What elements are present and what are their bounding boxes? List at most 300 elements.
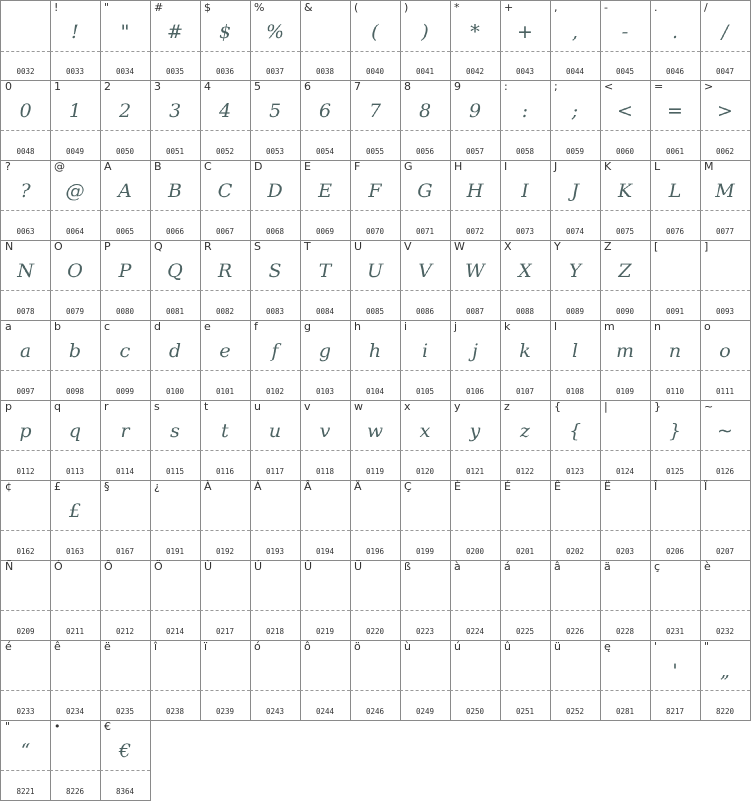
character-code: 0036 [215, 67, 235, 76]
character-code: 0099 [115, 387, 135, 396]
glyph-sample: ' [650, 654, 700, 688]
glyph-sample: J [550, 174, 600, 208]
glyph-sample [300, 15, 350, 49]
character-label: â [554, 560, 561, 573]
glyph-sample: l [550, 334, 600, 368]
glyph-sample: “ [1, 734, 50, 768]
character-code: 0218 [265, 627, 285, 636]
character-label: ' [654, 640, 658, 653]
glyph-sample: s [150, 414, 200, 448]
glyph-sample: M [700, 174, 750, 208]
dashed-divider [350, 290, 400, 291]
character-code: 0118 [315, 467, 335, 476]
glyph-cell [350, 560, 401, 641]
glyph-sample: „ [700, 654, 750, 688]
glyph-sample [1, 574, 50, 608]
glyph-cell [400, 480, 451, 561]
glyph-cell [700, 400, 751, 481]
dashed-divider [350, 530, 400, 531]
dashed-divider [500, 690, 550, 691]
character-label: É [504, 480, 511, 493]
dashed-divider [600, 450, 650, 451]
character-label: V [404, 240, 412, 253]
character-label: @ [54, 160, 65, 173]
character-code: 0037 [265, 67, 285, 76]
character-code: 0052 [215, 147, 235, 156]
character-code: 0207 [715, 547, 735, 556]
glyph-sample [300, 494, 350, 528]
glyph-sample: = [650, 94, 700, 128]
glyph-cell [350, 0, 401, 81]
glyph-cell [100, 320, 151, 401]
glyph-cell [500, 320, 551, 401]
character-code: 0108 [565, 387, 585, 396]
dashed-divider [200, 51, 250, 52]
glyph-cell [0, 720, 51, 801]
character-label: ä [604, 560, 611, 573]
glyph-cell [650, 480, 701, 561]
dashed-divider [200, 370, 250, 371]
glyph-cell [50, 320, 101, 401]
character-label: # [154, 1, 164, 14]
character-code: 0071 [415, 227, 435, 236]
dashed-divider [650, 530, 700, 531]
character-code: 0074 [565, 227, 585, 236]
character-label: 4 [204, 80, 211, 93]
glyph-cell [100, 720, 151, 801]
character-code: 0032 [16, 67, 35, 76]
glyph-cell [700, 560, 751, 641]
character-code: 0238 [165, 707, 185, 716]
character-code: 0202 [565, 547, 585, 556]
glyph-cell [350, 640, 401, 721]
dashed-divider [50, 130, 100, 131]
character-label: è [704, 560, 711, 573]
dashed-divider [450, 610, 500, 611]
glyph-cell [450, 320, 501, 401]
character-label: Z [604, 240, 612, 253]
character-label: 3 [154, 80, 161, 93]
glyph-sample: ~ [700, 414, 750, 448]
dashed-divider [550, 610, 600, 611]
dashed-divider [700, 690, 750, 691]
glyph-sample: ? [1, 174, 50, 208]
glyph-cell [550, 240, 601, 321]
character-code: 0209 [16, 627, 35, 636]
dashed-divider [50, 290, 100, 291]
glyph-sample: R [200, 254, 250, 288]
glyph-cell [150, 160, 201, 241]
character-label: Ë [604, 480, 611, 493]
glyph-cell [150, 320, 201, 401]
glyph-sample [100, 574, 150, 608]
character-label: o [704, 320, 711, 333]
glyph-sample: { [550, 414, 600, 448]
dashed-divider [650, 610, 700, 611]
character-label: , [554, 1, 558, 14]
glyph-cell [400, 240, 451, 321]
character-code: 0062 [715, 147, 735, 156]
glyph-sample [550, 494, 600, 528]
character-code: 0048 [16, 147, 35, 156]
character-code: 0239 [215, 707, 235, 716]
character-label: Ç [404, 480, 412, 493]
character-label: { [554, 400, 561, 413]
glyph-cell [300, 320, 351, 401]
glyph-sample: 0 [1, 94, 50, 128]
character-label: n [654, 320, 661, 333]
glyph-sample [650, 254, 700, 288]
character-code: 0075 [615, 227, 635, 236]
glyph-sample: } [650, 414, 700, 448]
dashed-divider [250, 130, 300, 131]
character-code: 0042 [465, 67, 485, 76]
dashed-divider [650, 210, 700, 211]
character-code: 0087 [465, 307, 485, 316]
dashed-divider [150, 210, 200, 211]
character-code: 0252 [565, 707, 585, 716]
glyph-cell [650, 0, 701, 81]
character-code: 0101 [215, 387, 235, 396]
character-label: ? [5, 160, 11, 173]
character-label: : [504, 80, 508, 93]
glyph-cell [0, 320, 51, 401]
glyph-sample [700, 574, 750, 608]
glyph-sample [300, 654, 350, 688]
glyph-cell [0, 480, 51, 561]
dashed-divider [1, 290, 50, 291]
character-label: X [504, 240, 512, 253]
character-code: 0070 [365, 227, 385, 236]
dashed-divider [500, 210, 550, 211]
glyph-cell [700, 240, 751, 321]
character-code: 0226 [565, 627, 585, 636]
character-code: 0091 [665, 307, 685, 316]
character-label: ê [54, 640, 61, 653]
glyph-sample [350, 654, 400, 688]
glyph-sample [400, 494, 450, 528]
dashed-divider [600, 610, 650, 611]
dashed-divider [50, 530, 100, 531]
dashed-divider [700, 210, 750, 211]
glyph-cell [700, 160, 751, 241]
character-code: 0244 [315, 707, 335, 716]
glyph-sample: 1 [50, 94, 100, 128]
character-label: O [54, 240, 63, 253]
character-label: ¢ [5, 480, 12, 493]
character-code: 0064 [65, 227, 85, 236]
dashed-divider [1, 130, 50, 131]
dashed-divider [600, 51, 650, 52]
glyph-sample [500, 654, 550, 688]
dashed-divider [100, 130, 150, 131]
dashed-divider [700, 610, 750, 611]
glyph-cell [200, 0, 251, 81]
glyph-cell [350, 400, 401, 481]
dashed-divider [350, 51, 400, 52]
dashed-divider [600, 530, 650, 531]
glyph-cell [100, 640, 151, 721]
glyph-cell [50, 640, 101, 721]
dashed-divider [400, 530, 450, 531]
glyph-sample: c [100, 334, 150, 368]
glyph-cell [0, 160, 51, 241]
glyph-sample: , [550, 15, 600, 49]
dashed-divider [250, 210, 300, 211]
character-label: I [504, 160, 508, 173]
character-label: Ï [704, 480, 708, 493]
character-label: p [5, 400, 12, 413]
character-code: 0119 [365, 467, 385, 476]
character-label: + [504, 1, 514, 14]
dashed-divider [1, 51, 50, 52]
character-code: 0045 [615, 67, 635, 76]
character-label: i [404, 320, 408, 333]
glyph-cell [250, 160, 301, 241]
glyph-sample: g [300, 334, 350, 368]
glyph-cell [700, 0, 751, 81]
dashed-divider [450, 290, 500, 291]
glyph-sample: L [650, 174, 700, 208]
glyph-cell [550, 0, 601, 81]
glyph-cell [500, 240, 551, 321]
character-code: 0082 [215, 307, 235, 316]
character-label: • [54, 720, 61, 733]
glyph-sample [300, 574, 350, 608]
glyph-sample: e [200, 334, 250, 368]
character-label: = [654, 80, 664, 93]
character-code: 0102 [265, 387, 285, 396]
character-code: 0057 [465, 147, 485, 156]
character-label: ë [104, 640, 111, 653]
glyph-sample [400, 654, 450, 688]
glyph-sample: ; [550, 94, 600, 128]
character-label: Ñ [5, 560, 14, 573]
glyph-sample [650, 574, 700, 608]
glyph-cell [200, 320, 251, 401]
glyph-cell [550, 560, 601, 641]
glyph-cell [650, 640, 701, 721]
character-code: 0126 [715, 467, 735, 476]
character-code: 0067 [215, 227, 235, 236]
dashed-divider [500, 450, 550, 451]
character-code: 0034 [115, 67, 135, 76]
glyph-sample: H [450, 174, 500, 208]
glyph-cell [600, 80, 651, 161]
glyph-cell [600, 160, 651, 241]
dashed-divider [50, 210, 100, 211]
glyph-sample: > [700, 94, 750, 128]
character-code: 0200 [465, 547, 485, 556]
character-label: Â [304, 480, 312, 493]
character-code: 0233 [16, 707, 35, 716]
character-code: 0098 [65, 387, 85, 396]
dashed-divider [400, 51, 450, 52]
character-code: 0056 [415, 147, 435, 156]
glyph-cell [300, 480, 351, 561]
dashed-divider [600, 690, 650, 691]
character-label: ¿ [154, 480, 160, 493]
glyph-sample: p [1, 414, 50, 448]
glyph-sample: ) [400, 15, 450, 49]
glyph-sample: G [400, 174, 450, 208]
glyph-sample [100, 494, 150, 528]
glyph-sample: v [300, 414, 350, 448]
dashed-divider [200, 530, 250, 531]
character-code: 0084 [315, 307, 335, 316]
character-code: 0061 [665, 147, 685, 156]
character-label: C [204, 160, 212, 173]
glyph-cell [500, 80, 551, 161]
character-code: 0167 [115, 547, 135, 556]
character-code: 0281 [615, 707, 635, 716]
dashed-divider [1, 690, 50, 691]
character-label: E [304, 160, 311, 173]
glyph-sample: T [300, 254, 350, 288]
glyph-cell [450, 160, 501, 241]
dashed-divider [550, 130, 600, 131]
dashed-divider [350, 370, 400, 371]
dashed-divider [1, 370, 50, 371]
dashed-divider [250, 690, 300, 691]
glyph-sample: a [1, 334, 50, 368]
character-label: 9 [454, 80, 461, 93]
glyph-sample [200, 574, 250, 608]
glyph-sample: U [350, 254, 400, 288]
character-label: z [504, 400, 510, 413]
glyph-cell [300, 80, 351, 161]
character-label: ! [54, 1, 59, 14]
character-code: 0220 [365, 627, 385, 636]
dashed-divider [550, 290, 600, 291]
glyph-cell [100, 80, 151, 161]
character-code: 8226 [65, 787, 85, 796]
dashed-divider [200, 450, 250, 451]
character-label: 2 [104, 80, 111, 93]
character-code: 0217 [215, 627, 235, 636]
character-code: 0065 [115, 227, 135, 236]
glyph-sample [600, 494, 650, 528]
glyph-cell [250, 0, 301, 81]
glyph-cell [350, 480, 401, 561]
character-code: 0121 [465, 467, 485, 476]
dashed-divider [250, 51, 300, 52]
dashed-divider [150, 290, 200, 291]
character-code: 0109 [615, 387, 635, 396]
dashed-divider [200, 210, 250, 211]
character-label: U [354, 240, 363, 253]
character-code: 8220 [715, 707, 735, 716]
glyph-cell [150, 480, 201, 561]
character-label: ( [354, 1, 359, 14]
glyph-cell [450, 400, 501, 481]
glyph-sample: * [450, 15, 500, 49]
glyph-cell [150, 0, 201, 81]
glyph-sample: V [400, 254, 450, 288]
glyph-cell [450, 560, 501, 641]
character-code: 0194 [315, 547, 335, 556]
character-code: 0246 [365, 707, 385, 716]
glyph-cell [700, 320, 751, 401]
dashed-divider [650, 290, 700, 291]
dashed-divider [300, 210, 350, 211]
glyph-cell [400, 80, 451, 161]
character-label: ü [554, 640, 561, 653]
character-label: / [704, 1, 708, 14]
glyph-cell [550, 400, 601, 481]
character-label: 8 [404, 80, 411, 93]
character-code: 0243 [265, 707, 285, 716]
dashed-divider [400, 130, 450, 131]
character-code: 0054 [315, 147, 335, 156]
glyph-cell [350, 160, 401, 241]
glyph-cell [300, 160, 351, 241]
character-code: 0120 [415, 467, 435, 476]
glyph-sample: E [300, 174, 350, 208]
character-label: j [454, 320, 458, 333]
dashed-divider [1, 770, 50, 771]
character-label: § [104, 480, 110, 493]
glyph-cell [300, 0, 351, 81]
glyph-sample [550, 574, 600, 608]
character-label: ę [604, 640, 611, 653]
dashed-divider [100, 290, 150, 291]
glyph-sample: Z [600, 254, 650, 288]
character-code: 0249 [415, 707, 435, 716]
dashed-divider [550, 690, 600, 691]
dashed-divider [250, 370, 300, 371]
character-code: 0107 [515, 387, 535, 396]
character-label: w [354, 400, 363, 413]
character-code: 0080 [115, 307, 135, 316]
glyph-sample [250, 574, 300, 608]
dashed-divider [350, 130, 400, 131]
character-code: 0225 [515, 627, 535, 636]
character-code: 0235 [115, 707, 135, 716]
dashed-divider [350, 610, 400, 611]
character-label: N [5, 240, 14, 253]
character-code: 8364 [115, 787, 135, 796]
glyph-cell [200, 640, 251, 721]
glyph-cell [400, 560, 451, 641]
dashed-divider [450, 370, 500, 371]
glyph-sample: # [150, 15, 200, 49]
glyph-cell [400, 400, 451, 481]
dashed-divider [350, 690, 400, 691]
character-label: h [354, 320, 361, 333]
character-label: À [204, 480, 212, 493]
character-code: 0100 [165, 387, 185, 396]
character-label: r [104, 400, 109, 413]
dashed-divider [350, 210, 400, 211]
character-code: 0234 [65, 707, 85, 716]
character-code: 0053 [265, 147, 285, 156]
dashed-divider [300, 130, 350, 131]
glyph-sample [450, 494, 500, 528]
character-label: é [5, 640, 12, 653]
character-code: 0088 [515, 307, 535, 316]
glyph-cell [350, 320, 401, 401]
glyph-sample [50, 574, 100, 608]
glyph-cell [300, 560, 351, 641]
glyph-cell [150, 640, 201, 721]
glyph-cell [400, 320, 451, 401]
glyph-sample: h [350, 334, 400, 368]
character-code: 0051 [165, 147, 185, 156]
glyph-cell [100, 160, 151, 241]
glyph-cell [600, 0, 651, 81]
glyph-cell [150, 400, 201, 481]
